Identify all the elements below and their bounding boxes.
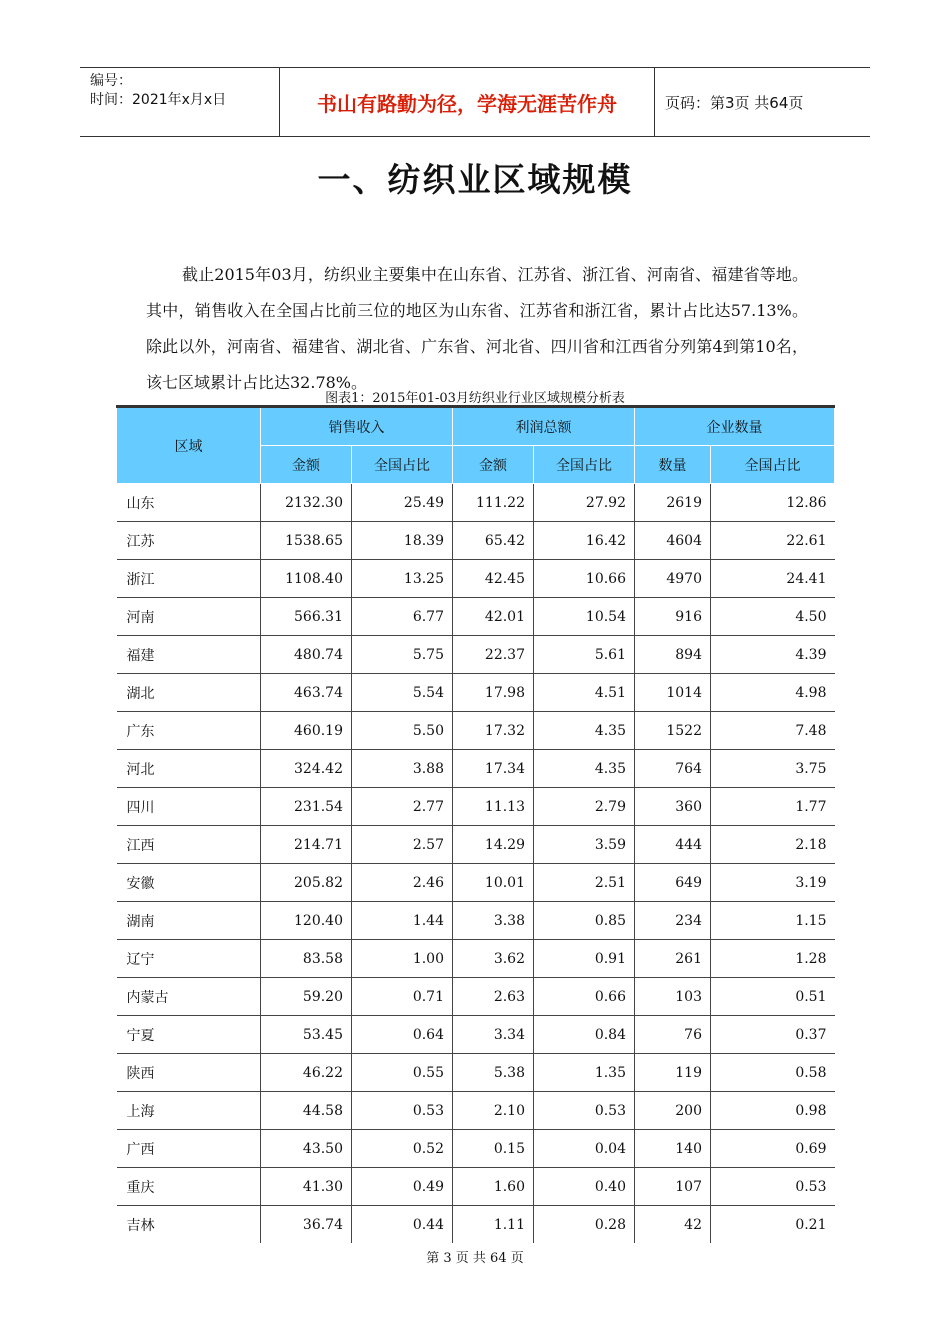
table-row [117, 788, 835, 826]
cell-company-share: 4.39 [711, 636, 835, 674]
cell-sales-share: 1.00 [352, 940, 453, 978]
cell-company-share: 0.98 [711, 1092, 835, 1130]
cell-company-share: 7.48 [711, 712, 835, 750]
cell-company-count: 261 [635, 940, 711, 978]
cell-profit-share: 2.79 [534, 788, 635, 826]
cell-region: 江西 [117, 826, 261, 864]
cell-profit-amount: 17.32 [453, 712, 534, 750]
cell-profit-amount: 3.62 [453, 940, 534, 978]
region-scale-table [116, 405, 835, 1243]
cell-sales-share: 25.49 [352, 484, 453, 522]
subheader-profit-amount: 金额 [453, 446, 534, 484]
cell-sales-share: 2.77 [352, 788, 453, 826]
cell-sales-amount: 1538.65 [261, 522, 352, 560]
header-sales: 销售收入 [261, 407, 453, 446]
table-body [117, 484, 835, 1244]
cell-profit-share: 10.54 [534, 598, 635, 636]
table-row [117, 750, 835, 788]
page-footer: 第 3 页 共 64 页 [426, 1251, 524, 1266]
cell-company-count: 444 [635, 826, 711, 864]
cell-profit-amount: 1.60 [453, 1168, 534, 1206]
cell-profit-amount: 11.13 [453, 788, 534, 826]
cell-sales-amount: 44.58 [261, 1092, 352, 1130]
table-row [117, 1168, 835, 1206]
cell-profit-amount: 17.34 [453, 750, 534, 788]
table-row [117, 1054, 835, 1092]
table-row [117, 1016, 835, 1054]
cell-company-count: 76 [635, 1016, 711, 1054]
cell-region: 上海 [117, 1092, 261, 1130]
cell-company-count: 360 [635, 788, 711, 826]
table-caption: 图表1：2015年01-03月纺织业行业区域规模分析表 [325, 391, 625, 406]
cell-company-count: 119 [635, 1054, 711, 1092]
cell-profit-amount: 2.63 [453, 978, 534, 1016]
cell-sales-amount: 463.74 [261, 674, 352, 712]
cell-company-share: 1.15 [711, 902, 835, 940]
cell-profit-share: 0.53 [534, 1092, 635, 1130]
cell-company-count: 103 [635, 978, 711, 1016]
cell-sales-share: 0.71 [352, 978, 453, 1016]
cell-company-share: 3.75 [711, 750, 835, 788]
header-page-info: 页码：第3页 共64页 [665, 93, 804, 112]
cell-profit-share: 4.35 [534, 712, 635, 750]
subheader-company-count: 数量 [635, 446, 711, 484]
table-row [117, 598, 835, 636]
table-row [117, 560, 835, 598]
cell-profit-share: 10.66 [534, 560, 635, 598]
cell-company-count: 42 [635, 1206, 711, 1244]
cell-profit-share: 0.28 [534, 1206, 635, 1244]
cell-company-share: 1.28 [711, 940, 835, 978]
table-row [117, 902, 835, 940]
cell-company-count: 916 [635, 598, 711, 636]
cell-company-share: 0.53 [711, 1168, 835, 1206]
cell-profit-share: 0.40 [534, 1168, 635, 1206]
cell-profit-amount: 111.22 [453, 484, 534, 522]
table-row [117, 1092, 835, 1130]
table-row [117, 522, 835, 560]
cell-region: 安徽 [117, 864, 261, 902]
cell-sales-amount: 460.19 [261, 712, 352, 750]
cell-sales-amount: 43.50 [261, 1130, 352, 1168]
cell-company-count: 140 [635, 1130, 711, 1168]
cell-sales-share: 0.44 [352, 1206, 453, 1244]
code-label: 编号： [90, 73, 132, 89]
cell-company-share: 4.98 [711, 674, 835, 712]
cell-profit-share: 4.35 [534, 750, 635, 788]
subheader-sales-amount: 金额 [261, 446, 352, 484]
header-region: 区域 [117, 407, 261, 484]
cell-region: 四川 [117, 788, 261, 826]
cell-sales-amount: 41.30 [261, 1168, 352, 1206]
cell-sales-share: 3.88 [352, 750, 453, 788]
cell-profit-amount: 14.29 [453, 826, 534, 864]
cell-region: 福建 [117, 636, 261, 674]
cell-region: 吉林 [117, 1206, 261, 1244]
cell-region: 广东 [117, 712, 261, 750]
cell-profit-amount: 3.38 [453, 902, 534, 940]
cell-sales-amount: 205.82 [261, 864, 352, 902]
cell-sales-share: 13.25 [352, 560, 453, 598]
cell-company-count: 4604 [635, 522, 711, 560]
cell-sales-share: 2.46 [352, 864, 453, 902]
cell-profit-amount: 10.01 [453, 864, 534, 902]
cell-company-share: 0.51 [711, 978, 835, 1016]
body-paragraph: 截止2015年03月，纺织业主要集中在山东省、江苏省、浙江省、河南省、福建省等地。其中，销售收入在全国占比前三位的地区为山东省、江苏省和浙江省，累计占比达57.13%。除此以外，河南省、福建省、湖北省、广东省、河北省、四川省和江西省分列第4到第10名，该七区域累计占比达32.78%。 [146, 265, 808, 392]
cell-profit-share: 0.91 [534, 940, 635, 978]
cell-profit-amount: 42.01 [453, 598, 534, 636]
cell-sales-amount: 83.58 [261, 940, 352, 978]
cell-profit-amount: 5.38 [453, 1054, 534, 1092]
cell-company-count: 894 [635, 636, 711, 674]
cell-region: 辽宁 [117, 940, 261, 978]
cell-sales-share: 5.54 [352, 674, 453, 712]
cell-profit-share: 0.66 [534, 978, 635, 1016]
cell-company-share: 3.19 [711, 864, 835, 902]
cell-region: 陕西 [117, 1054, 261, 1092]
cell-region: 湖北 [117, 674, 261, 712]
table-row [117, 864, 835, 902]
cell-profit-share: 5.61 [534, 636, 635, 674]
cell-sales-share: 18.39 [352, 522, 453, 560]
table-row [117, 1206, 835, 1244]
cell-sales-amount: 324.42 [261, 750, 352, 788]
cell-company-share: 0.21 [795, 1216, 827, 1233]
cell-sales-amount: 53.45 [261, 1016, 352, 1054]
cell-sales-share: 0.64 [352, 1016, 453, 1054]
cell-region: 内蒙古 [117, 978, 261, 1016]
cell-company-count: 1522 [635, 712, 711, 750]
cell-profit-amount: 42.45 [453, 560, 534, 598]
header-profit: 利润总额 [453, 407, 635, 446]
table-row [117, 978, 835, 1016]
table-row [117, 674, 835, 712]
cell-profit-amount: 22.37 [453, 636, 534, 674]
cell-company-share: 0.58 [711, 1054, 835, 1092]
cell-profit-amount: 1.11 [453, 1206, 534, 1244]
cell-region: 广西 [117, 1130, 261, 1168]
cell-company-count: 107 [635, 1168, 711, 1206]
subheader-profit-share: 全国占比 [534, 446, 635, 484]
cell-sales-amount: 566.31 [261, 598, 352, 636]
cell-sales-share: 2.57 [352, 826, 453, 864]
cell-region: 山东 [117, 484, 261, 522]
subheader-sales-share: 全国占比 [352, 446, 453, 484]
cell-sales-amount: 214.71 [261, 826, 352, 864]
cell-sales-amount: 1108.40 [261, 560, 352, 598]
cell-profit-share: 2.51 [534, 864, 635, 902]
cell-region: 江苏 [117, 522, 261, 560]
cell-profit-amount: 0.15 [453, 1130, 534, 1168]
cell-sales-share: 5.75 [352, 636, 453, 674]
cell-profit-share: 0.85 [534, 902, 635, 940]
cell-sales-amount: 2132.30 [261, 484, 352, 522]
cell-profit-amount: 17.98 [453, 674, 534, 712]
cell-sales-amount: 46.22 [261, 1054, 352, 1092]
subheader-company-share: 全国占比 [711, 446, 835, 484]
cell-company-count: 649 [635, 864, 711, 902]
cell-company-count: 1014 [635, 674, 711, 712]
cell-profit-share: 0.84 [534, 1016, 635, 1054]
cell-sales-share: 0.53 [352, 1092, 453, 1130]
cell-sales-share: 5.50 [352, 712, 453, 750]
cell-profit-share: 27.92 [534, 484, 635, 522]
cell-company-share: 1.77 [711, 788, 835, 826]
table-row [117, 940, 835, 978]
cell-region: 湖南 [117, 902, 261, 940]
cell-region: 浙江 [117, 560, 261, 598]
cell-sales-amount: 231.54 [261, 788, 352, 826]
table-row [117, 712, 835, 750]
header-companies: 企业数量 [635, 407, 835, 446]
table-row [117, 636, 835, 674]
cell-sales-amount: 120.40 [261, 902, 352, 940]
section-title: 一、纺织业区域规模 [317, 160, 633, 199]
cell-profit-amount: 3.34 [453, 1016, 534, 1054]
cell-region: 河北 [117, 750, 261, 788]
cell-company-share: 0.69 [711, 1130, 835, 1168]
table-row [117, 1130, 835, 1168]
table-row [117, 826, 835, 864]
cell-sales-share: 0.55 [352, 1054, 453, 1092]
cell-company-share: 0.37 [711, 1016, 835, 1054]
cell-profit-share: 4.51 [534, 674, 635, 712]
cell-profit-amount: 2.10 [453, 1092, 534, 1130]
cell-profit-share: 1.35 [534, 1054, 635, 1092]
cell-region: 重庆 [117, 1168, 261, 1206]
cell-sales-amount: 59.20 [261, 978, 352, 1016]
cell-company-share: 2.18 [711, 826, 835, 864]
cell-company-share: 22.61 [711, 522, 835, 560]
cell-region: 宁夏 [117, 1016, 261, 1054]
cell-company-count: 200 [635, 1092, 711, 1130]
cell-profit-amount: 65.42 [453, 522, 534, 560]
cell-profit-share: 3.59 [534, 826, 635, 864]
cell-sales-share: 0.52 [352, 1130, 453, 1168]
cell-company-count: 2619 [635, 484, 711, 522]
cell-profit-share: 0.04 [534, 1130, 635, 1168]
header-motto: 书山有路勤为径，学海无涯苦作舟 [280, 68, 655, 136]
header-meta [80, 68, 280, 136]
cell-sales-amount: 480.74 [261, 636, 352, 674]
cell-company-share: 4.50 [711, 598, 835, 636]
cell-sales-amount: 36.74 [261, 1206, 352, 1244]
cell-sales-share: 0.49 [352, 1168, 453, 1206]
cell-sales-share: 6.77 [352, 598, 453, 636]
cell-profit-share: 16.42 [534, 522, 635, 560]
cell-company-share: 24.41 [711, 560, 835, 598]
cell-company-share: 12.86 [711, 484, 835, 522]
cell-company-count: 764 [635, 750, 711, 788]
time-text: 时间：2021年x月x日 [90, 92, 227, 108]
cell-company-count: 234 [635, 902, 711, 940]
table-row [117, 484, 835, 522]
cell-sales-share: 1.44 [352, 902, 453, 940]
cell-region: 河南 [117, 598, 261, 636]
cell-company-count: 4970 [635, 560, 711, 598]
page-header [80, 67, 870, 137]
